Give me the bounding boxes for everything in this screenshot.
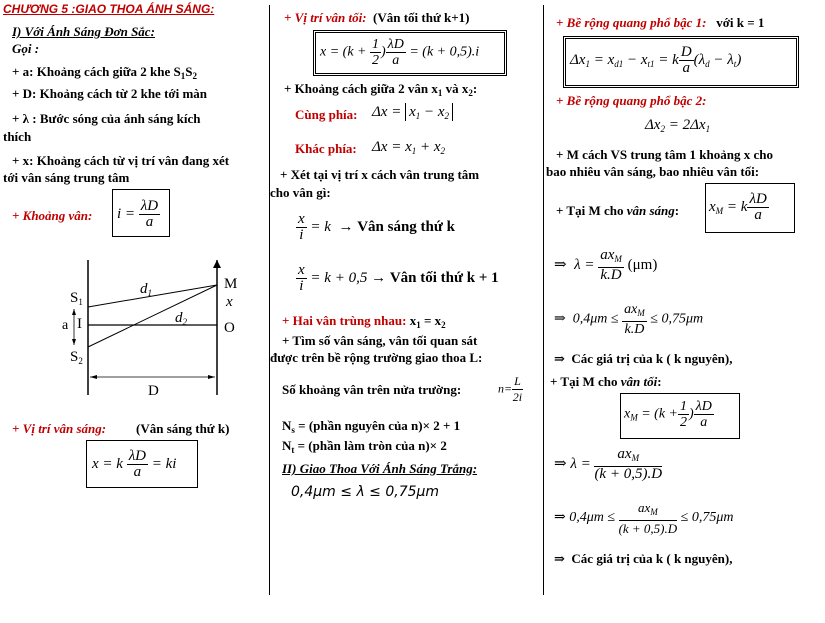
khoang-van-label: + Khoảng vân: (12, 208, 93, 223)
ns-formula: $N_s$ = (phần nguyên của n)× 2 + 1 (282, 418, 461, 435)
condition-bright: $\frac{x}{i}$ = k → Vân sáng thứ k (298, 211, 455, 243)
vi-tri-van-toi-formula-box: x = (k + $\frac{1}{2}$ ) $\frac{\lambda D}{a}$ = (k + 0,5).i (313, 30, 507, 76)
khoang-van-formula-box: i = $\frac{\lambda D}{a}$ (112, 189, 170, 237)
label-i: I (77, 316, 82, 332)
cac-gia-tri-k-2: ⇒ Các giá trị của k ( k nguyên), (554, 551, 733, 566)
item-x-cont: tới vân sáng trung tâm (3, 170, 130, 185)
column-divider-1 (269, 5, 270, 595)
tai-m-van-toi-formula-box: $x_M = (k$ + $\frac{1}{2}$ ) $\frac{\lambda D}{a}$ (620, 393, 740, 439)
xet-tai-vi-tri: + Xét tại vị trí x cách vân trung tâm (280, 167, 480, 182)
khac-phia-label: Khác phía: (295, 141, 357, 156)
m-cach-vs-cont: bao nhiêu vân sáng, bao nhiêu vân tối: (546, 164, 760, 179)
goi-label: Gọi : (12, 41, 40, 56)
lambda-from-xm-dark: ⇒ λ = $\frac{ax_M}{(k + 0,5).D}$ (554, 446, 663, 482)
label-m: M (224, 276, 238, 292)
vi-tri-van-sang-label: + Vị trí vân sáng: (12, 421, 107, 436)
tim-so-van-cont: được trên bề rộng trường giao thoa L: (270, 350, 483, 365)
tai-m-van-sang-formula-box: $x_M = k$ $\frac{\lambda D}{a}$ (705, 183, 795, 233)
be-rong-bac-2-formula: $\Delta x_2 = 2\Delta x_1$ (645, 117, 711, 134)
m-cach-vs: + M cách VS trung tâm 1 khoảng x cho (556, 147, 773, 162)
be-rong-bac-1-formula-box: $\Delta x_1 = x_{d1} - x_{t1} = k$ $\frac{D}{a}$ $(\lambda_d - \lambda_t)$ (563, 36, 799, 88)
lambda-from-xm: ⇒ λ = $\frac{ax_M}{k.D}$ (μm) (554, 247, 658, 283)
condition-dark: $\frac{x}{i}$ = k + 0,5 → Vân tối thứ k + 1 (298, 262, 499, 294)
van-sang-k-note: (Vân sáng thứ k) (136, 421, 230, 436)
lambda-range-bright: ⇒ 0,4μm ≤ $\frac{ax_M}{k.D}$ ≤ 0,75μm (554, 302, 704, 337)
column-divider-2 (543, 5, 544, 595)
label-a: a (62, 318, 69, 333)
label-d2: $d_2$ (175, 310, 187, 327)
nt-formula: $N_t$ = (phần làm tròn của n)× 2 (282, 438, 447, 455)
white-light-range: 0,4μm ≤ λ ≤ 0,75μm (291, 484, 440, 500)
label-D: D (148, 383, 159, 399)
label-x: x (226, 294, 233, 310)
lambda-range-dark: ⇒ 0,4μm ≤ $\frac{ax_M}{(k + 0,5).D}$ ≤ 0,75μm (554, 500, 734, 536)
vi-tri-van-toi-label: + Vị trí vân tối: (Vân tối thứ k+1) (284, 10, 470, 25)
vi-tri-van-sang-formula-box: x = k $\frac{\lambda D}{a}$ = ki (86, 440, 198, 488)
tim-so-van: + Tìm số vân sáng, vân tối quan sát (282, 333, 478, 348)
be-rong-bac-1: + Bề rộng quang phổ bậc 1: với k = 1 (556, 15, 765, 30)
label-o: O (224, 320, 235, 336)
cac-gia-tri-k-1: ⇒ Các giá trị của k ( k nguyên), (554, 351, 733, 366)
item-d: + D: Khoảng cách từ 2 khe tới màn (12, 86, 208, 101)
khac-phia-formula: $\Delta x = x_1 + x_2$ (372, 139, 446, 156)
xet-tai-vi-tri-cont: cho vân gì: (270, 185, 331, 200)
n-formula: n= $\frac{L}{2i}$ (498, 374, 523, 404)
label-s1: $S_1$ (70, 290, 83, 307)
be-rong-bac-2: + Bề rộng quang phổ bậc 2: (556, 93, 707, 108)
item-a: + a: Khoảng cách giữa 2 khe $S_1S_2$ (12, 64, 197, 81)
cung-phia-label: Cùng phía: (295, 107, 358, 122)
so-khoang-van: Số khoảng vân trên nửa trường: (282, 382, 462, 397)
hai-van-trung-nhau: + Hai vân trùng nhau: $x_1 = x_2$ (282, 313, 446, 330)
label-s2: $S_2$ (70, 349, 83, 366)
tai-m-van-toi: + Tại M cho vân tối: (550, 374, 662, 389)
khoang-cach-2-van: + Khoảng cách giữa 2 vân $x_1$ và $x_2$: (284, 81, 478, 98)
item-lambda-cont: thích (3, 129, 32, 144)
section-2-heading: II) Giao Thoa Với Ánh Sáng Trắng: (282, 461, 478, 476)
item-x: + x: Khoảng cách từ vị trí vân đang xét (12, 153, 230, 168)
label-d1: $d_1$ (140, 281, 152, 298)
item-lambda: + λ : Bước sóng của ánh sáng kích (12, 111, 201, 126)
tai-m-van-sang: + Tại M cho vân sáng: (556, 203, 680, 218)
chapter-title: CHƯƠNG 5 :GIAO THOA ÁNH SÁNG: (3, 2, 215, 16)
cung-phia-formula: $\Delta x = x_1 - x_2$ (372, 104, 453, 121)
section-1-heading: I) Với Ánh Sáng Đơn Sắc: (12, 24, 155, 39)
